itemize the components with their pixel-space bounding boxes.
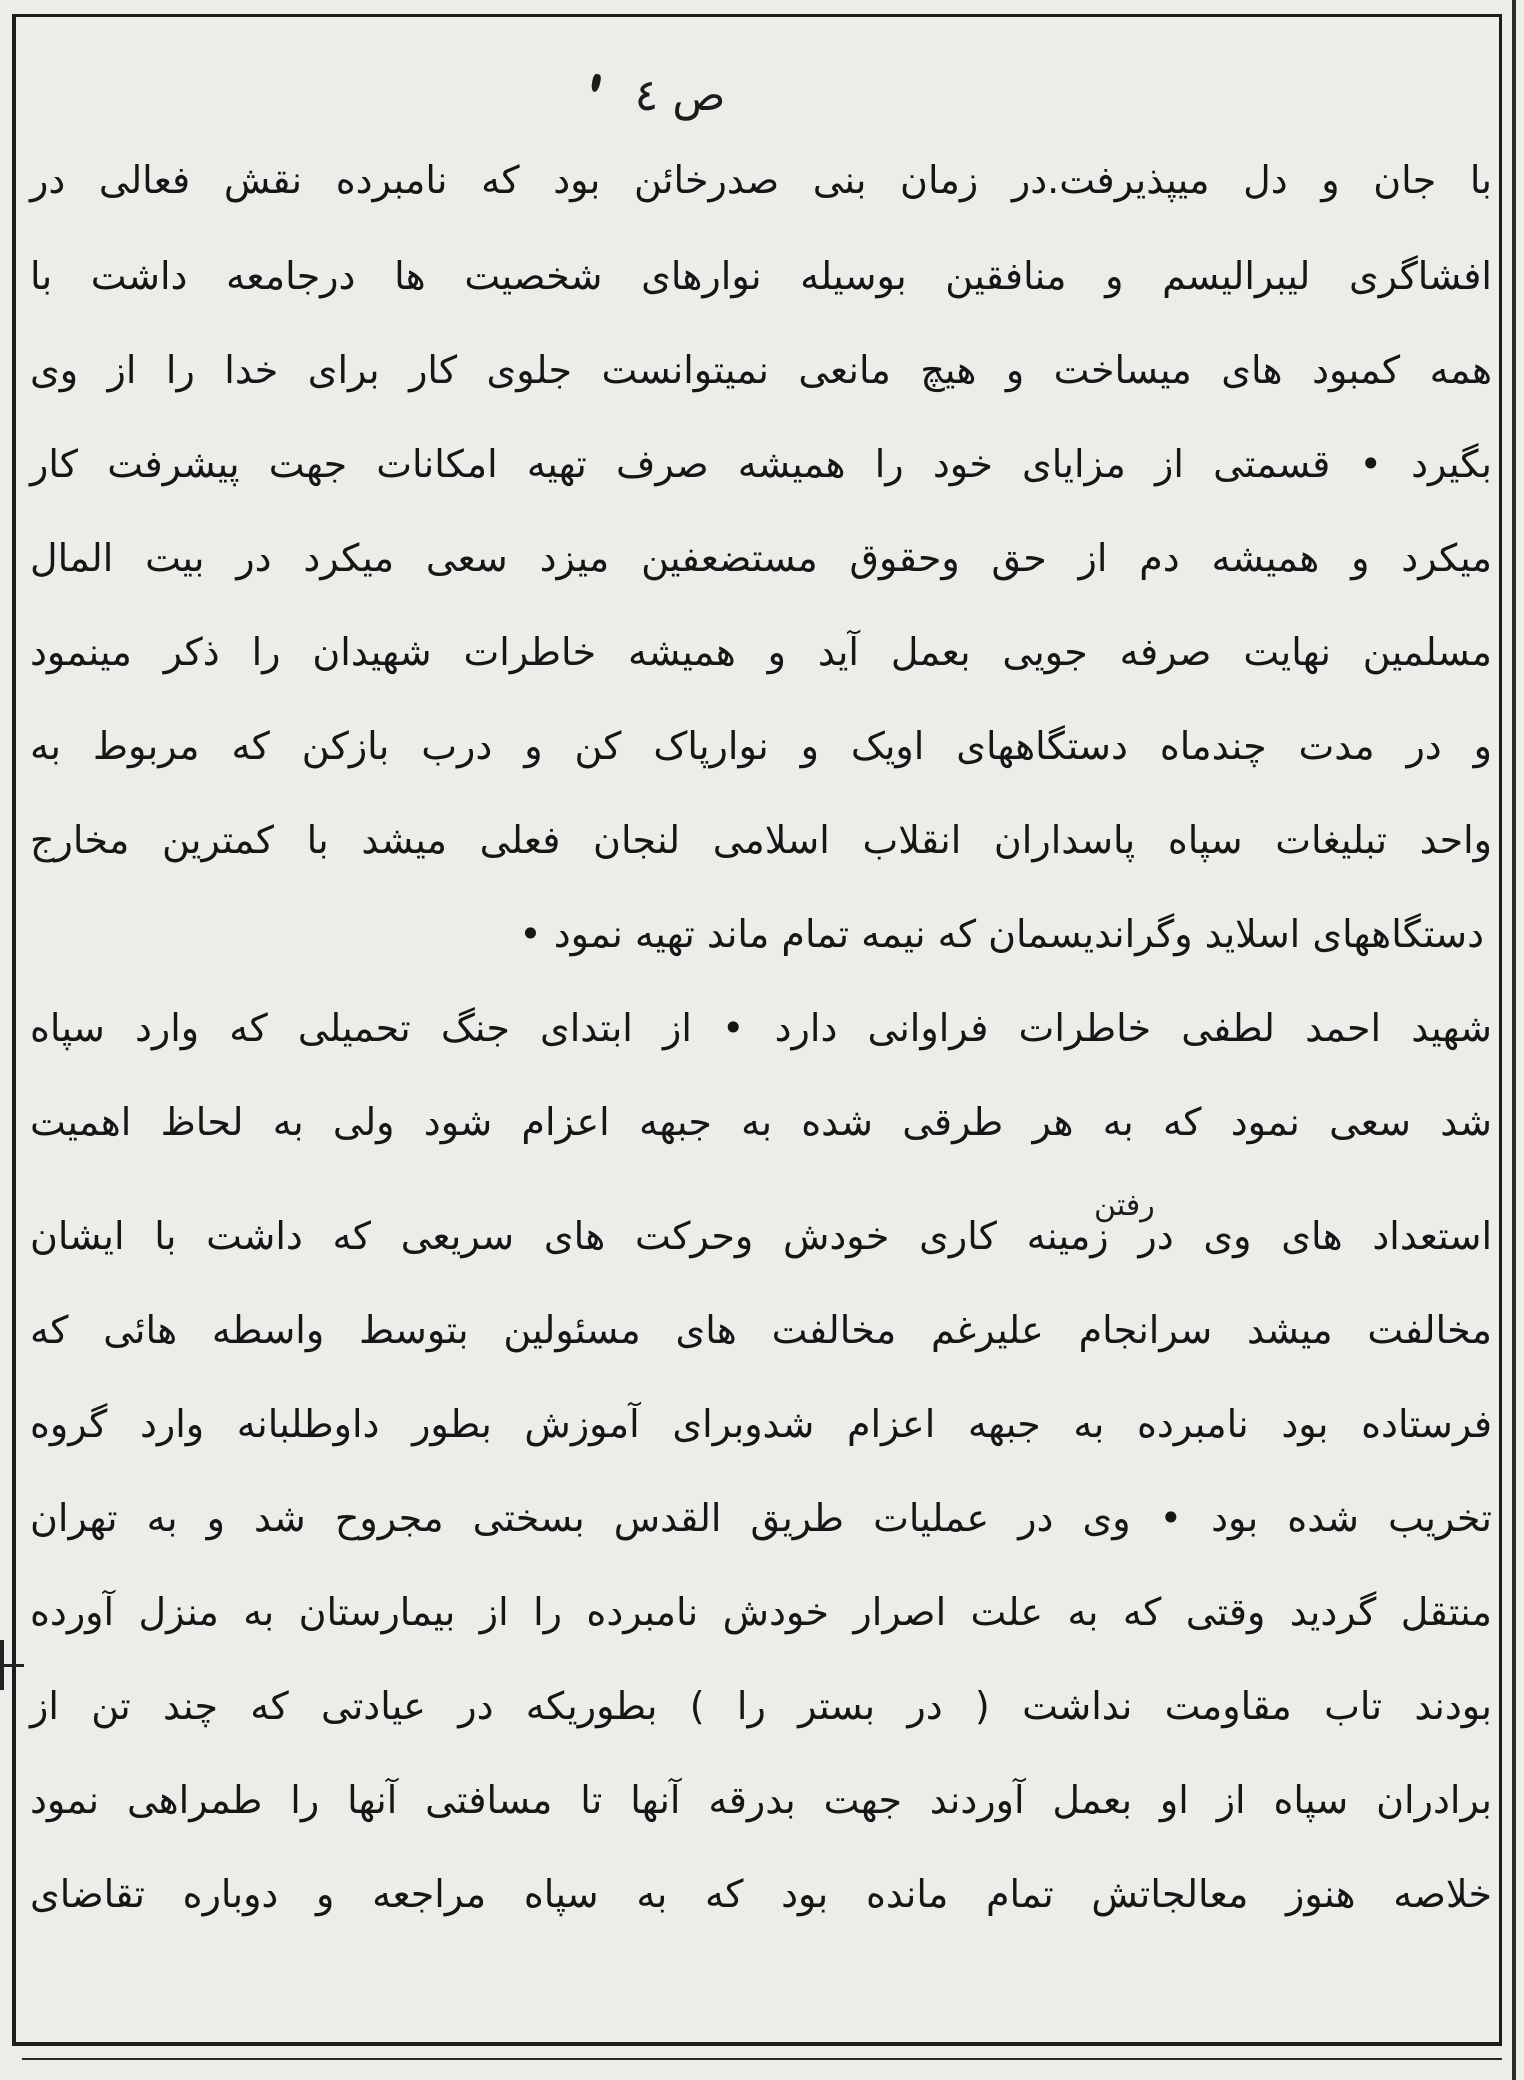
text-line: تخریب شده بود • وی در عملیات طریق القدس بسختی مجروح شد و به تهران <box>30 1496 1492 1540</box>
text-line: شد سعی نمود که به هر طرقی شده به جبهه اعزام شود ولی به لحاظ اهمیت <box>30 1100 1492 1144</box>
text-line: همه کمبود های میساخت و هیچ مانعی نمیتوانست جلوی کار برای خدا را از وی <box>30 348 1492 392</box>
text-line: واحد تبلیغات سپاه پاسداران انقلاب اسلامی لنجان فعلی میشد با کمترین مخارج <box>30 818 1492 862</box>
text-line: و در مدت چندماه دستگاههای اویک و نوارپاک کن و درب بازکن که مربوط به <box>30 724 1492 768</box>
text-line: استعداد های وی در زمینه کاری خودش وحرکت های سریعی که داشت با ایشان <box>30 1214 1492 1258</box>
text-line: دستگاههای اسلاید وگراندیسمان که نیمه تمام ماند تهیه نمود • <box>519 912 1484 956</box>
text-line: بودند تاب مقاومت نداشت ( در بستر را ) بطوریکه در عیادتی که چند تن از <box>30 1684 1492 1728</box>
text-line: خلاصه هنوز معالجاتش تمام مانده بود که به سپاه مراجعه و دوباره تقاضای <box>30 1872 1492 1916</box>
margin-bracket-mark <box>0 1640 26 1690</box>
text-line: فرستاده بود نامبرده به جبهه اعزام شدوبرای آموزش بطور داوطلبانه وارد گروه <box>30 1402 1492 1446</box>
bottom-rule <box>22 2058 1502 2060</box>
text-line: میکرد و همیشه دم از حق وحقوق مستضعفین میزد سعی میکرد در بیت المال <box>30 536 1492 580</box>
page-number: ص ٤ <box>634 70 726 121</box>
text-line: شهید احمد لطفی خاطرات فراوانی دارد • از ابتدای جنگ تحمیلی که وارد سپاه <box>30 1006 1492 1050</box>
handwritten-insertion: رفتن <box>1094 1188 1155 1223</box>
text-line: برادران سپاه از او بعمل آوردند جهت بدرقه آنها تا مسافتی آنها را طمراهی نمود <box>30 1778 1492 1822</box>
text-line: با جان و دل میپذیرفت.در زمان بنی صدرخائن بود که نامبرده نقش فعالی در <box>30 158 1492 202</box>
text-line: منتقل گردید وقتی که به علت اصرار خودش نامبرده را از بیمارستان به منزل آورده <box>30 1590 1492 1634</box>
text-line: مسلمین نهایت صرفه جویی بعمل آید و همیشه خاطرات شهیدان را ذکر مینمود <box>30 630 1492 674</box>
text-line: افشاگری لیبرالیسم و منافقین بوسیله نوارهای شخصیت ها درجامعه داشت با <box>30 254 1492 298</box>
text-line: بگیرد • قسمتی از مزایای خود را همیشه صرف تهیه امکانات جهت پیشرفت کار <box>30 442 1492 486</box>
right-edge-line <box>1512 0 1516 2080</box>
text-line: مخالفت میشد سرانجام علیرغم مخالفت های مسئولین بتوسط واسطه هائی که <box>30 1308 1492 1352</box>
